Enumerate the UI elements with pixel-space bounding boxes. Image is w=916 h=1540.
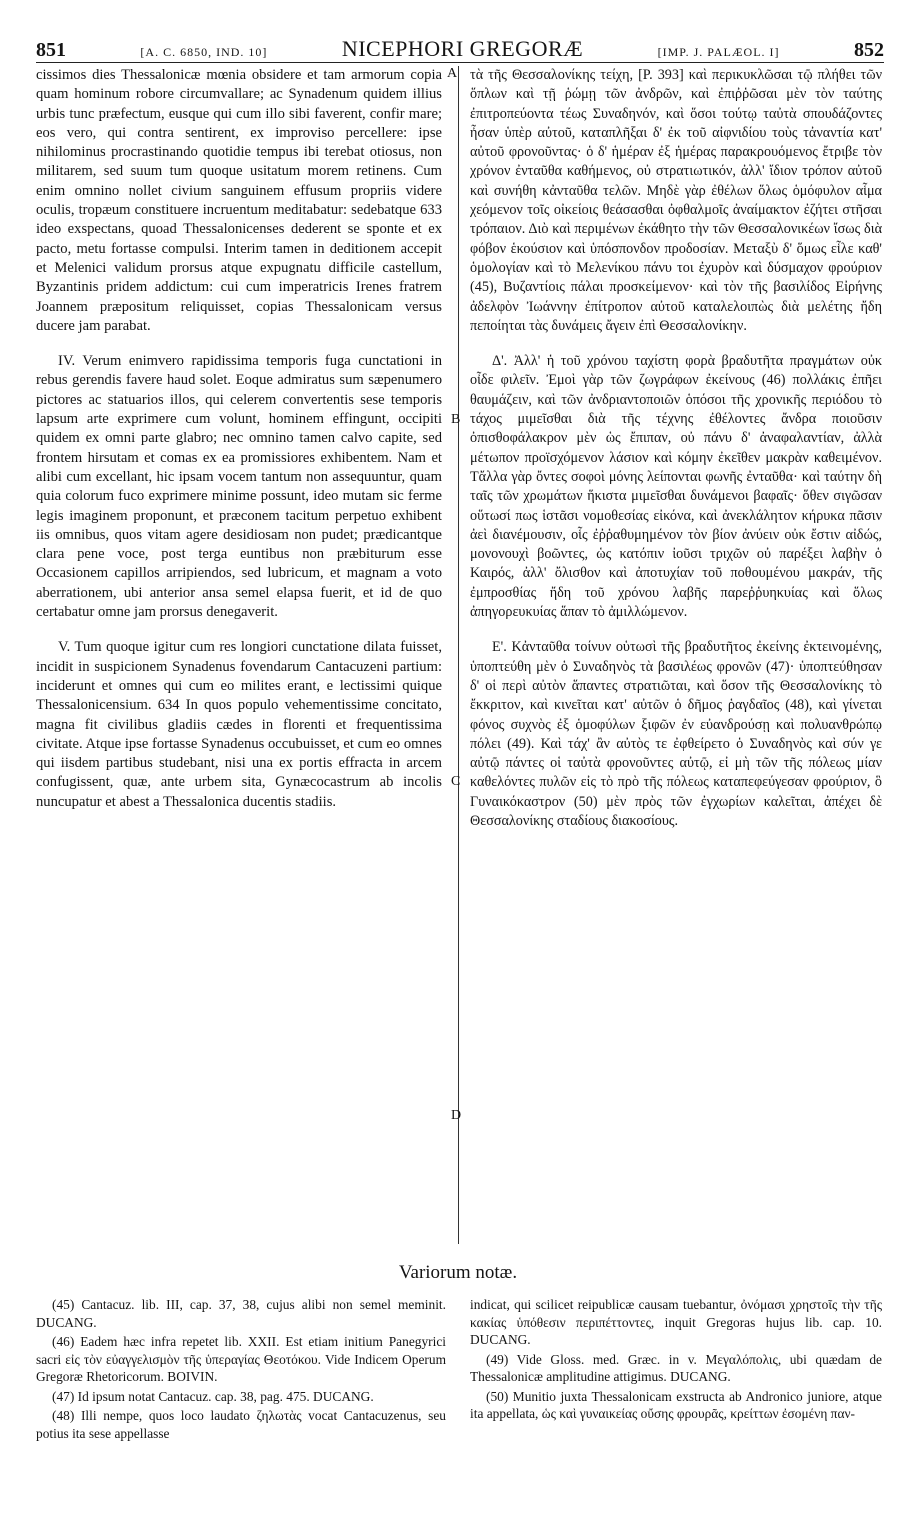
footnote: indicat, qui scilicet reipublicæ causam tuebantur, ὀνόμασι χρηστοῖς τὴν τῆς κακίας ὑπόθεσιν περιπέττοντες, inquit Gregoras hujus lib. cap. 10. DUCANG. <box>470 1297 882 1347</box>
left-page-number: 851 <box>36 39 66 61</box>
latin-column <box>36 66 442 828</box>
footnote: (45) Cantacuz. lib. III, cap. 37, 38, cujus alibi non semel meminit. DUCANG. <box>36 1297 446 1330</box>
footnote: (49) Vide Gloss. med. Græc. in v. Μεγαλόπολις, ubi quædam de Thessalonicæ amplitudine attigimus. DUCANG. <box>470 1351 882 1384</box>
running-header <box>36 36 884 63</box>
margin-letter: B <box>451 412 461 427</box>
left-running-meta: [A. C. 6850, IND. 10] <box>140 45 268 59</box>
notes-heading: Variorum notæ. <box>398 1262 518 1283</box>
footnote: (47) Id ipsum notat Cantacuz. cap. 38, pag. 475. DUCANG. <box>52 1388 374 1404</box>
notes-right-column <box>470 1296 882 1425</box>
greek-column <box>470 66 882 847</box>
right-page-number: 852 <box>853 39 884 61</box>
footnote: (48) Illi nempe, quos loco laudato ζηλωτὰς vocat Cantacuzenus, seu potius ita sese appellasse <box>36 1408 446 1441</box>
running-title: NICEPHORI GREGORÆ <box>341 36 584 61</box>
column-divider <box>458 66 459 1244</box>
greek-paragraph: τὰ τῆς Θεσσαλονίκης τείχη, [P. 393] καὶ περικυκλῶσαι τῷ πλήθει τῶν ὅπλων καὶ τῇ ῥώμῃ τῶν ἀνδρῶν, καὶ ἐπιῤῥῶσαι μὲν τὸν ταύτης ἐπιτροπεύοντα τέως Συναδηνόν, καὶ ὅσοι τούτῳ ταὐτὰ σπουδάζοντες ἦσαν ὑπὲρ αὐτοῦ, καταπλῆξαι δ' ἐκ τοῦ αἰφνιδίου τοὺς τἀναντία κατ' αὐτοῦ φρονοῦντας· ὁ δ' ἡμέραν ἐξ ἡμέρας παρακρουόμενος ἔτριβε τὸν χρόνον ἐνταῦθα καθήμενος, οὐ στρατιωτικόν, ἀλλ' ἴδιον τρόπον αὐτοῦ καὶ συνήθη κἀνταῦθα τελῶν. Μηδὲ γὰρ ἐθέλων ὅλως ὁμόφυλον αἷμα χεόμενον τοῖς οἰκείοις θεάσασθαι ὀφθαλμοῖς ἀναίμακτον ἐζήτει στῆσαι τρόπαιον. Διὸ καὶ περιμένων ἐκάθητο τὴν τῶν Θεσσαλονικέων ἴσως διὰ φόβον ἑκούσιον καὶ ὑπόσπονδον προδοσίαν. Μεταξὺ δ' ὅμως εἷλε καθ' ὁμολογίαν καὶ τὸ Μελενίκου πάνυ τοι ἐχυρὸν καὶ δύσμαχον φρούριον (45), Βυζαντίοις πάλαι προσκείμενον· καὶ τὸν τῆς βασιλίδος Εἰρήνης ἀδελφὸν Ἰωάννην ἐπίτροπον αὐτοῦ καταλελοιπὼς διὰ μελέτης ἤδη πεποίηται τὰς δυνάμεις ἄγειν ἐπὶ Θεσσαλονίκην. <box>470 67 882 334</box>
margin-letter: D <box>451 1108 462 1123</box>
latin-paragraph: IV. Verum enimvero rapidissima temporis fuga cunctationi in rebus gerendis favere haud solet. Eoque admiratus sum sæpenumero pictores ac statuarios illos, qui celerem convertentis sese temporis lapsum arte exprimere cum volunt, hominem effingunt, occipiti quidem ex omni parte glabro; nec omnino tamen calvo capite, sed frontem hirsutam et comas ex ea promissiores exhibentem. Nam et alibi cum excellant, hic ipsam vocem tantum non assequuntur, quam quia colorum fuco exprimere minime possunt, ideo mutam sic ferme legis imaginem proponunt, et præconem tacitum perpetuo exhibent iis omnibus, quos vitam agere desidiosam non pudet; prædicantque clara pene voce, post terga euntibus non præbiturum esse Occasionem capillos arripiendos, sed lubricum, et magnam a voto aberrationem, ubi anterior ansa semel elapsa fuerit, et id de quo certabatur omne jam prorsus denegaverit. <box>36 353 442 621</box>
footnote: (46) Eadem hæc infra repetet lib. XXII. Est etiam initium Panegyrici sacri εἰς τὸν εὐαγγελισμὸν τῆς ὑπεραγίας Θεοτόκου. Vide Indicem Operum Gregoræ Rhetoricorum. BOIVIN. <box>36 1334 446 1384</box>
notes-left-column <box>36 1296 446 1444</box>
latin-paragraph: cissimos dies Thessalonicæ mœnia obsidere et tam armorum copia quam hominum robore circumvallare; ac Synadenum quidem illius urbis tunc præfectum, eusque qui cum illo sibi faverent, confir mare; eos vero, qui contra sentirent, ex improviso percellere: ipse nihilominus procrastinando quotidie tempus ibi terebat otiosus, non militarem, sed suum tum quoque usitatum morem retinens. Cum enim omnino nollet civium sanguinem effusum propriis videre oculis, tropæum constituere incruentum meditabatur: sedebatque 633 ideo exspectans, quoad Thessalonicenses dederent se sponte et ex pacto, metu fortasse compulsi. Interim tamen in deditionem accepit et Melenici validum prorsus atque expugnatu difficile castellum, Byzantinis pridem addictum: cui cum imperatricis Irenes fratrem Joannem præpositum reliquisset, copias Thessalonicam versus ducere jam parabat. <box>36 67 442 334</box>
greek-paragraph: Ε'. Κἀνταῦθα τοίνυν οὑτωσὶ τῆς βραδυτῆτος ἐκείνης ἐκτεινομένης, ὑποπτεύθη μὲν ὁ Συναδηνὸς τὰ βασιλέως φρονῶν (47)· ὑποπτεύθησαν δ' οἱ περὶ αὐτὸν ἅπαντες στρατιῶται, καὶ ὅσον τῆς Θεσσαλονίκης τὸ ἔκκριτον, καὶ κινεῖται κατ' αὐτῶν ὁ δῆμος ῥαγδαῖος (48), καὶ γίνεται φόνος συχνὸς ἐξ ὁμοφύλων ξιφῶν ἐν εὐανδρούσῃ καὶ πολυανθρώπῳ πόλει (49). Καὶ τάχ' ἂν αὐτὸς τε ἐφθείρετο ὁ Συναδηνὸς καὶ σύν γε αὐτῷ πάντες οἱ ταὐτὰ φρονοῦντες αὐτῷ, εἰ μὴ τῶν τῆς πόλεως μίαν καθελόντες πυλῶν εἰς τὸ πρὸ τῆς πόλεως καταπεφεύγεσαν φρούριον, ὃ Γυναικόκαστρον (50) μὲν πρὸς τῶν ἐγχωρίων καλεῖται, ἀπέχει δὲ Θεσσαλονίκης σταδίους διακοσίους. <box>470 639 882 829</box>
right-running-meta: [IMP. J. PALÆOL. I] <box>657 45 780 59</box>
latin-paragraph: V. Tum quoque igitur cum res longiori cunctatione dilata fuisset, incidit in suspicionem Synadenus fovendarum Cantacuzeni partium: inciderunt et omnes qui cum eo milites erant, e lectissimi quique Thessalonicensium. 634 In quos populo vehementissime concitato, magna fit civilibus gladiis cædes in florenti et frequentissima civitate. Atque ipse fortasse Synadenus occubuisset, et cum eo omnes qui iisdem partibus studebant, nisi una ex portis effracta in arcem confugissent, quæ, ante urbem sita, Gynæcocastrum ab incolis nuncupatur et abest a Thessalonica ducentis stadiis. <box>36 639 442 810</box>
margin-letter: A <box>447 66 458 81</box>
margin-letter: C <box>451 774 461 789</box>
footnote: (50) Munitio juxta Thessalonicam exstructa ab Andronico juniore, atque ita appellata, ὡς καὶ γυναικείας οὔσης φρουρᾶς, κρείττων ἐσομένη παν- <box>470 1388 882 1421</box>
greek-paragraph: Δ'. Ἀλλ' ἡ τοῦ χρόνου ταχίστη φορὰ βραδυτῆτα πραγμάτων οὐκ οἶδε φιλεῖν. Ἐμοὶ γὰρ τῶν ζωγράφων ἐκείνους (46) πολλάκις ἐπῆει θαυμάζειν, καὶ τῶν ἀνδριαντοποιῶν ὁπόσοι τῆς χρονικῆς περιόδου τὸ τάχος μιμεῖσθαι διὰ τῆς τέχνης ἐθέλοντες ἄνδρα ποιοῦσιν ὀπισθοφάλακρον μὲν ὡς ἔπιπαν, οὐ πάνυ δ' ἀναφαλαντίαν, ἀλλὰ μέτωπον προϊσχόμενον λάσιον καὶ κόμην ἐκεῖθεν μακρὰν καθειμένον. Τἄλλα γὰρ ὄντες σοφοὶ μόνης λείπονται φωνῆς ἐνταῦθα· καὶ ταύτην δὴ ταῖς τῶν χρωμάτων ἥκιστα μιμεῖσθαι δυνάμενοι βαφαῖς· ὅθεν σιγῶσαν οὕτωσί πως ἱστᾶσι νομοθεσίας εἰκόνα, καὶ ἀνεκλάλητον κήρυκα πᾶσιν ἀεὶ διανέμουσιν, οἷς ἐῤῥαθυμημένον τὸν βίον ἀνύειν οὐκ ἔστιν αἰδώς, μονονουχὶ βοῶντες, ὡς κατόπιν ἰοῦσι τριχῶν οὐ παρέξει λαβὴν ὁ Καιρός, ἀλλ' ὄλισθον καὶ ἀποτυχίαν τοῦ ποθουμένου μακράν, τῆς ἐμπροσθίας ἤδη τοῦ χρόνου λαβῆς παρεῤῥυηκυίας καὶ ὅλως ἀπηγορευκυίας ἅπαν τὸ ἀμιλλώμενον. <box>470 353 882 621</box>
